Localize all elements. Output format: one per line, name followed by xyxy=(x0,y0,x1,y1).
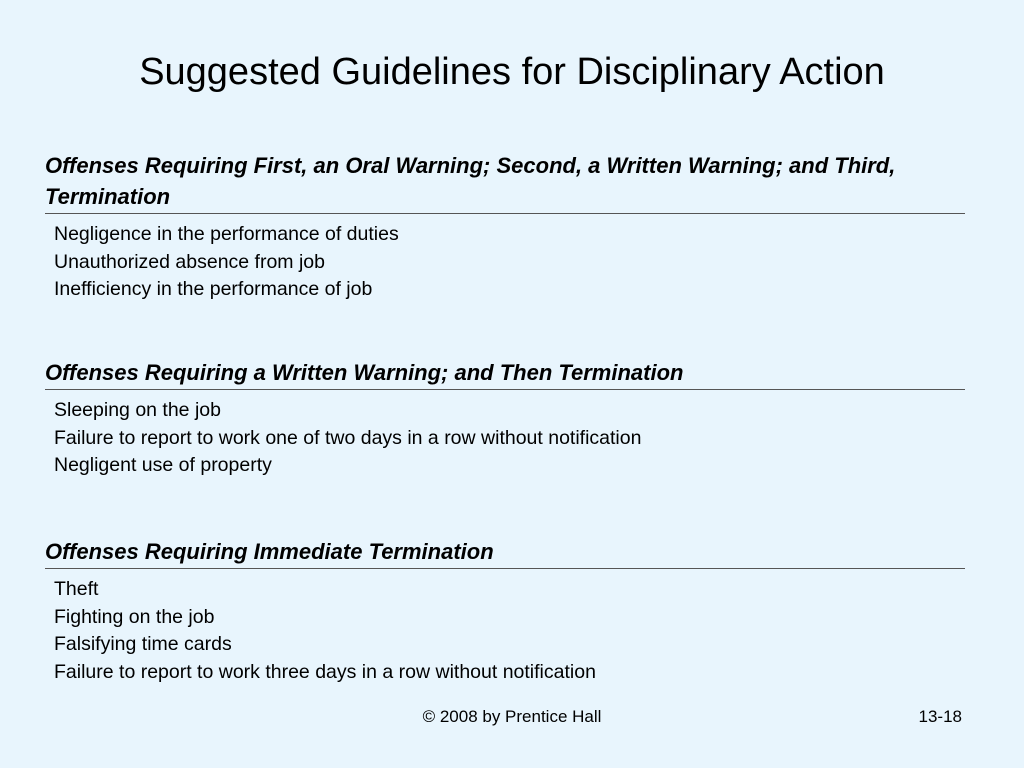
offense-item: Fighting on the job xyxy=(54,605,215,628)
offense-item: Failure to report to work three days in a row without notification xyxy=(54,660,596,683)
slide-title: Suggested Guidelines for Disciplinary Action xyxy=(139,51,885,93)
section-heading: Offenses Requiring First, an Oral Warning; Second, a Written Warning; and Third, Termination xyxy=(45,150,965,214)
footer-copyright: © 2008 by Prentice Hall xyxy=(422,707,602,726)
offense-item: Sleeping on the job xyxy=(54,399,221,421)
offense-item: Falsifying time cards xyxy=(54,633,232,655)
offense-list xyxy=(45,390,965,480)
offense-item: Failure to report to work one of two days in a row without notification xyxy=(54,426,642,449)
section-immediate-termination-offenses xyxy=(45,536,965,686)
offense-item: Theft xyxy=(54,578,99,600)
section-oral-warning-offenses xyxy=(45,150,965,304)
offense-item: Inefficiency in the performance of job xyxy=(54,278,373,300)
offense-item: Negligent use of property xyxy=(54,454,272,476)
offense-item: Negligence in the performance of duties xyxy=(54,223,399,245)
offense-item: Unauthorized absence from job xyxy=(54,250,325,273)
footer-page-number: 13-18 xyxy=(918,707,962,726)
section-heading: Offenses Requiring a Written Warning; and Then Termination xyxy=(45,357,965,390)
section-written-warning-offenses xyxy=(45,357,965,480)
section-heading: Offenses Requiring Immediate Termination xyxy=(45,536,965,569)
offense-list xyxy=(45,214,965,304)
offense-list xyxy=(45,569,965,686)
